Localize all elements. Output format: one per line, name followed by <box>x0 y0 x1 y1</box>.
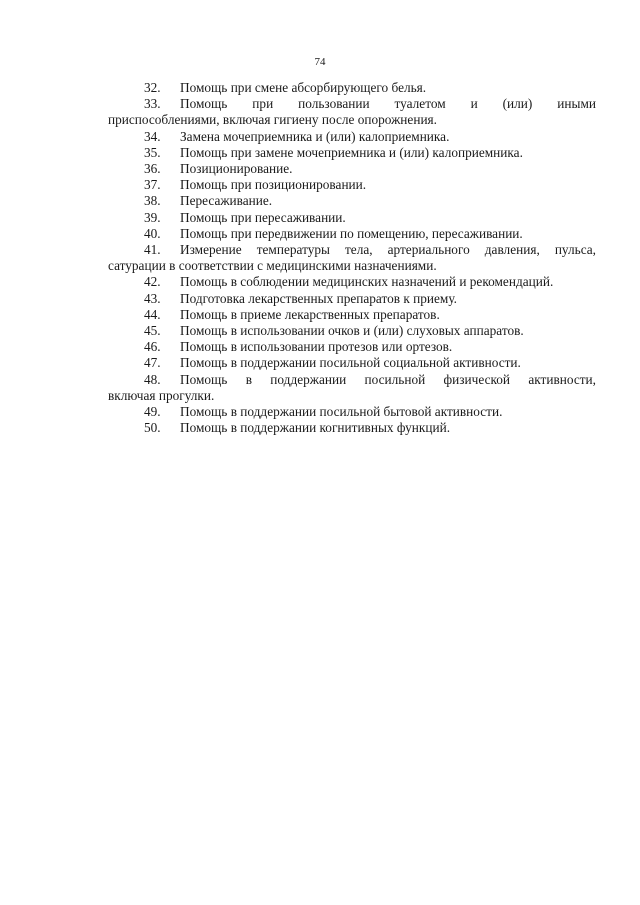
list-item <box>108 210 596 226</box>
item-number: 40. <box>144 225 161 241</box>
list-item <box>108 226 596 242</box>
item-text-part: Измерение температуры тела, артериального давления, пульса, <box>180 242 596 258</box>
item-text: Пересаживание. <box>180 193 273 209</box>
item-number: 39. <box>144 209 161 225</box>
item-number: 38. <box>144 193 161 209</box>
list-item <box>108 339 596 355</box>
item-text: Помощь при передвижении по помещению, пересаживании. <box>180 225 523 241</box>
item-text: Помощь при позиционировании. <box>180 177 367 193</box>
list-item <box>108 291 596 307</box>
item-number: 44. <box>144 306 161 322</box>
list-item <box>108 96 596 128</box>
list-item <box>108 193 596 209</box>
item-text-line <box>108 242 596 258</box>
item-text: Позиционирование. <box>180 161 293 177</box>
list-item <box>108 145 596 161</box>
list-item <box>108 355 596 371</box>
item-number: 32. <box>144 80 161 95</box>
item-number: 43. <box>144 290 161 306</box>
item-text-part: Помощь в поддержании посильной физической активности, <box>180 371 596 387</box>
services-list <box>108 80 596 436</box>
item-text: Замена мочеприемника и (или) калоприемника. <box>180 128 450 144</box>
list-item <box>108 161 596 177</box>
item-text: Помощь в приеме лекарственных препаратов. <box>180 306 440 322</box>
list-item <box>108 274 596 290</box>
item-text: Помощь при смене абсорбирующего белья. <box>180 80 427 95</box>
list-item <box>108 372 596 404</box>
item-number: 49. <box>144 404 161 420</box>
item-text-line <box>108 96 596 112</box>
list-item <box>108 404 596 420</box>
item-number: 37. <box>144 177 161 193</box>
item-text: Помощь при замене мочеприемника и (или) калоприемника. <box>180 144 523 160</box>
list-item <box>108 242 596 274</box>
item-number: 36. <box>144 161 161 177</box>
item-text: Помощь в использовании протезов или ортезов. <box>180 339 453 355</box>
item-text-continuation: сатурации в соответствии с медицинскими назначениями. <box>108 258 437 274</box>
item-text-line <box>108 372 596 388</box>
item-text-continuation: приспособлениями, включая гигиену после опорожнения. <box>108 112 438 128</box>
item-text-continuation: включая прогулки. <box>108 387 215 403</box>
list-item <box>108 307 596 323</box>
item-text: Помощь в поддержании когнитивных функций. <box>180 420 451 436</box>
item-text: Помощь в поддержании посильной бытовой активности. <box>180 404 503 420</box>
item-number: 34. <box>144 128 161 144</box>
item-text: Помощь при пересаживании. <box>180 209 346 225</box>
list-item <box>108 420 596 436</box>
item-number: 42. <box>144 274 161 290</box>
list-item <box>108 129 596 145</box>
item-text: Помощь в соблюдении медицинских назначений и рекомендаций. <box>180 274 554 290</box>
list-item <box>108 177 596 193</box>
item-number: 33. <box>144 96 161 112</box>
item-text: Помощь в использовании очков и (или) слуховых аппаратов. <box>180 323 524 339</box>
item-text: Помощь в поддержании посильной социальной активности. <box>180 355 521 371</box>
list-item <box>108 323 596 339</box>
list-item <box>108 80 596 96</box>
item-number: 35. <box>144 144 161 160</box>
page-number: 74 <box>314 56 326 68</box>
item-number: 48. <box>144 371 161 387</box>
item-number: 45. <box>144 323 161 339</box>
item-number: 50. <box>144 420 161 436</box>
item-number: 47. <box>144 355 161 371</box>
item-number: 41. <box>144 242 161 258</box>
item-number: 46. <box>144 339 161 355</box>
item-text-part: Помощь при пользовании туалетом и (или) иными <box>180 96 596 112</box>
item-text: Подготовка лекарственных препаратов к приему. <box>180 290 457 306</box>
